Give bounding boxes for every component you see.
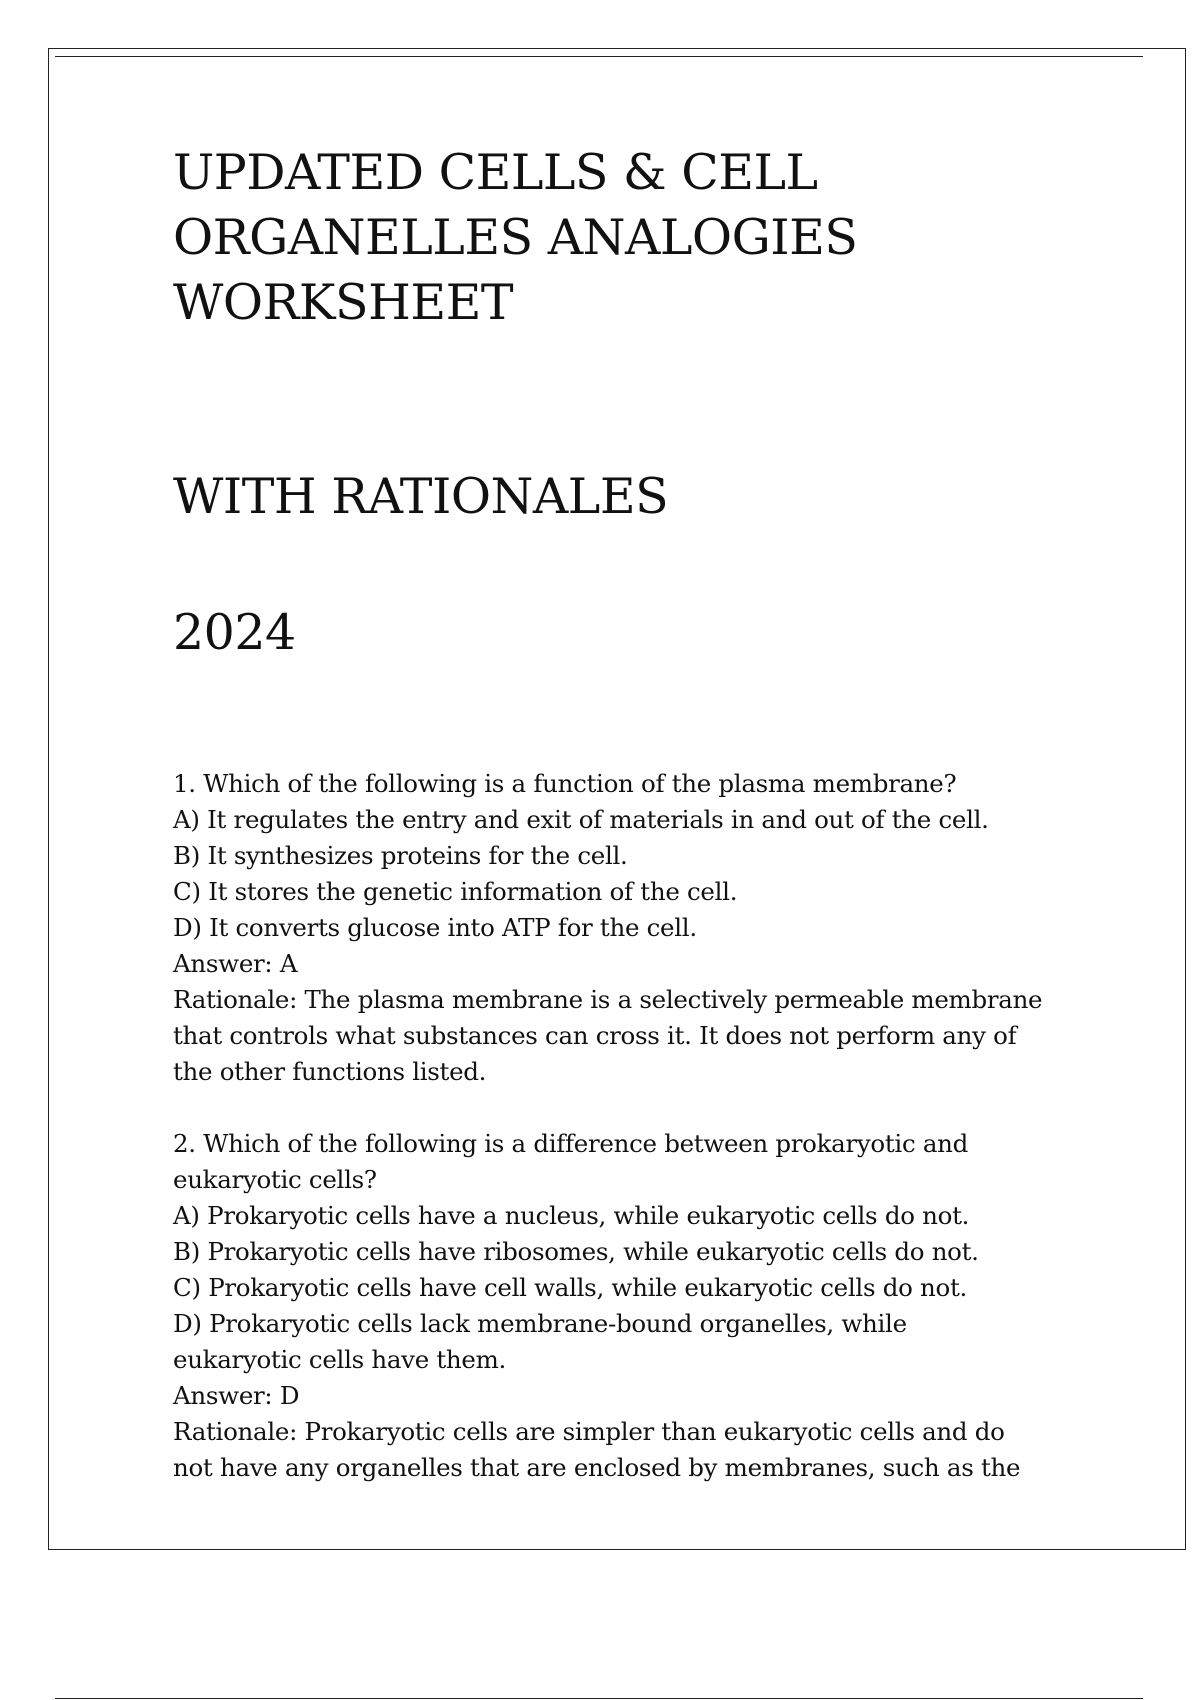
document-year: 2024 (173, 604, 296, 661)
title-line: ORGANELLES ANALOGIES (173, 209, 858, 266)
bottom-rule (55, 1698, 1143, 1699)
rationale-line: Rationale: Prokaryotic cells are simpler than eukaryotic cells and do (173, 1417, 1005, 1446)
rationale-line: Rationale: The plasma membrane is a selectively permeable membrane (173, 985, 1043, 1014)
question-2 (173, 1126, 1073, 1486)
option-d: eukaryotic cells have them. (173, 1345, 507, 1374)
option-d: D) It converts glucose into ATP for the cell. (173, 913, 697, 942)
question-stem: 2. Which of the following is a difference between prokaryotic and (173, 1129, 969, 1158)
title-line: WORKSHEET (173, 274, 514, 331)
title-line: UPDATED CELLS & CELL (173, 144, 818, 201)
document-subtitle: WITH RATIONALES (173, 468, 669, 525)
option-a: A) It regulates the entry and exit of materials in and out of the cell. (173, 805, 989, 834)
option-c: C) It stores the genetic information of the cell. (173, 877, 738, 906)
option-b: B) It synthesizes proteins for the cell. (173, 841, 628, 870)
rationale-line: the other functions listed. (173, 1057, 487, 1086)
top-rule (55, 56, 1143, 57)
answer: Answer: D (173, 1381, 300, 1410)
rationale-line: not have any organelles that are enclosed by membranes, such as the (173, 1453, 1021, 1482)
question-1 (173, 766, 1073, 1090)
option-b: B) Prokaryotic cells have ribosomes, while eukaryotic cells do not. (173, 1237, 979, 1266)
option-a: A) Prokaryotic cells have a nucleus, while eukaryotic cells do not. (173, 1201, 970, 1230)
option-c: C) Prokaryotic cells have cell walls, while eukaryotic cells do not. (173, 1273, 967, 1302)
question-stem: 1. Which of the following is a function of the plasma membrane? (173, 769, 957, 798)
question-list (173, 766, 1073, 1522)
option-d: D) Prokaryotic cells lack membrane-bound organelles, while (173, 1309, 907, 1338)
rationale-line: that controls what substances can cross it. It does not perform any of (173, 1021, 1017, 1050)
document-title (173, 140, 1073, 335)
question-stem: eukaryotic cells? (173, 1165, 377, 1194)
answer: Answer: A (173, 949, 298, 978)
